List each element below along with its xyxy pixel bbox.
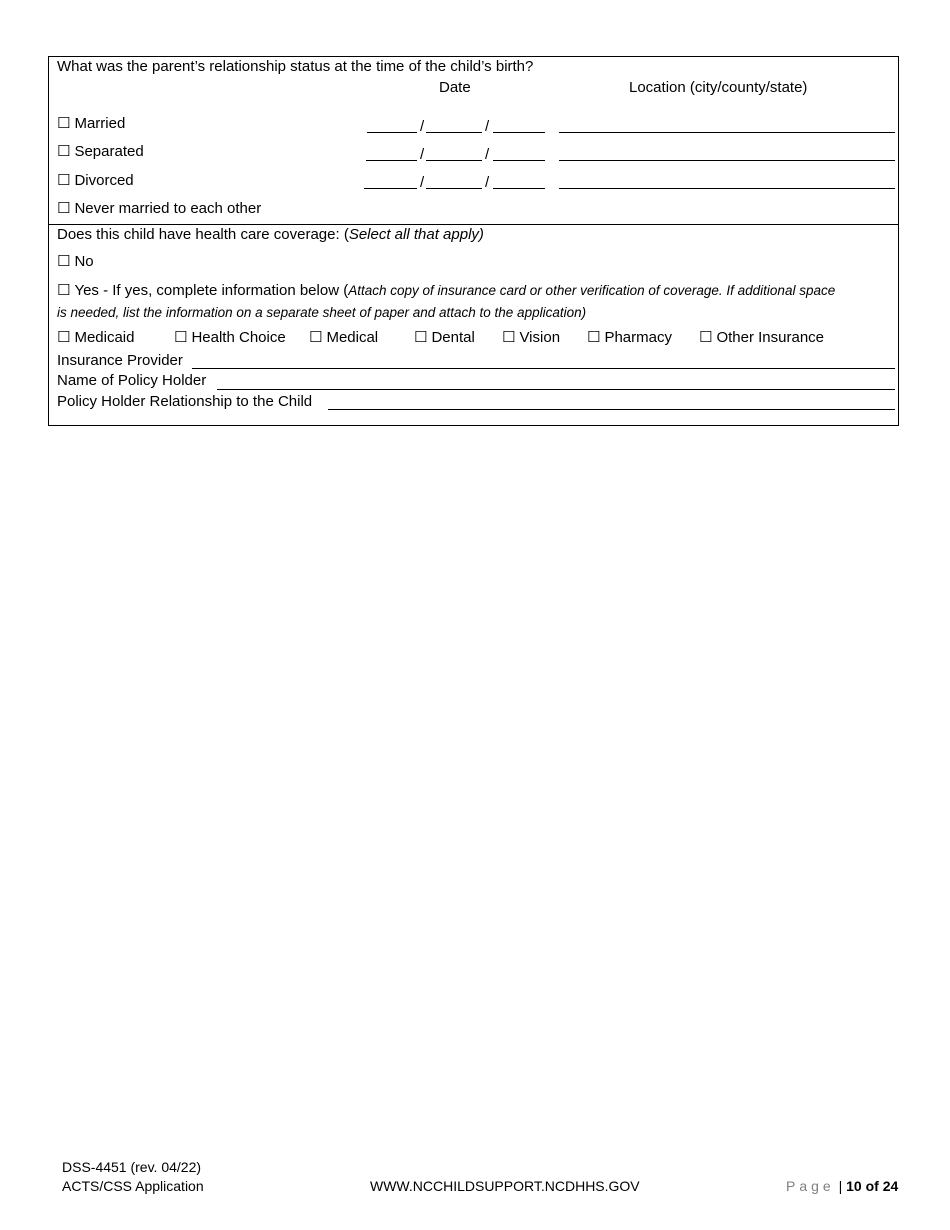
coverage-question [57, 226, 484, 244]
form-section [48, 56, 899, 426]
policy-holder-field[interactable] [217, 389, 895, 390]
dental-checkbox[interactable]: ☐ [414, 329, 428, 346]
never-married-checkbox[interactable]: ☐ [57, 200, 71, 217]
separated-date-slash-2: / [485, 146, 490, 163]
coverage-type-vision[interactable] [502, 329, 560, 347]
married-location-field[interactable] [559, 132, 895, 133]
page-number: 10 of 24 [846, 1178, 899, 1194]
coverage-no-label: No [74, 253, 94, 270]
coverage-no-option[interactable] [57, 253, 94, 271]
pharmacy-label: Pharmacy [604, 329, 672, 346]
coverage-type-medical[interactable] [309, 329, 378, 347]
never-married-option[interactable] [57, 200, 261, 218]
section-divider [49, 224, 898, 225]
separated-location-field[interactable] [559, 160, 895, 161]
separated-day-field[interactable] [426, 160, 482, 161]
separated-year-field[interactable] [493, 160, 545, 161]
coverage-no-checkbox[interactable]: ☐ [57, 253, 71, 270]
date-column-header: Date [439, 79, 471, 96]
page-separator: | [838, 1178, 843, 1194]
coverage-yes-note-continued: is needed, list the information on a separate sheet of paper and attach to the application) [57, 305, 587, 320]
medicaid-checkbox[interactable]: ☐ [57, 329, 71, 346]
separated-month-field[interactable] [366, 160, 417, 161]
married-date-slash-2: / [485, 118, 490, 135]
medicaid-label: Medicaid [74, 329, 135, 346]
divorced-date-slash-1: / [420, 174, 425, 191]
pharmacy-checkbox[interactable]: ☐ [587, 329, 601, 346]
divorced-month-field[interactable] [364, 188, 417, 189]
separated-option[interactable] [57, 143, 144, 161]
coverage-type-dental[interactable] [414, 329, 475, 347]
coverage-type-other-insurance[interactable] [699, 329, 824, 347]
other-insurance-checkbox[interactable]: ☐ [699, 329, 713, 346]
insurance-provider-field[interactable] [192, 368, 895, 369]
divorced-location-field[interactable] [559, 188, 895, 189]
medical-label: Medical [326, 329, 379, 346]
other-insurance-label: Other Insurance [716, 329, 825, 346]
coverage-yes-option[interactable] [57, 282, 835, 300]
divorced-label: Divorced [74, 172, 134, 189]
divorced-checkbox[interactable]: ☐ [57, 172, 71, 189]
dental-label: Dental [431, 329, 475, 346]
form-number: DSS-4451 (rev. 04/22) [62, 1159, 202, 1175]
coverage-yes-checkbox[interactable]: ☐ [57, 282, 71, 299]
relationship-question: What was the parent’s relationship status at the time of the child’s birth? [57, 58, 534, 75]
coverage-type-medicaid[interactable] [57, 329, 134, 347]
married-month-field[interactable] [367, 132, 417, 133]
divorced-date-slash-2: / [485, 174, 490, 191]
married-year-field[interactable] [493, 132, 545, 133]
page-indicator [786, 1177, 898, 1195]
coverage-type-health-choice[interactable] [174, 329, 286, 347]
website-link[interactable]: WWW.NCCHILDSUPPORT.NCDHHS.GOV [370, 1178, 640, 1194]
policy-holder-relationship-field[interactable] [328, 409, 895, 410]
divorced-option[interactable] [57, 172, 134, 190]
policy-holder-relationship-label: Policy Holder Relationship to the Child [57, 393, 313, 410]
page-word: Page [786, 1178, 835, 1194]
coverage-yes-label: Yes - If yes, complete information below ( [74, 282, 349, 299]
married-label: Married [74, 115, 126, 132]
married-option[interactable] [57, 115, 125, 133]
policy-holder-label: Name of Policy Holder [57, 372, 207, 389]
vision-checkbox[interactable]: ☐ [502, 329, 516, 346]
divorced-year-field[interactable] [493, 188, 545, 189]
health-choice-label: Health Choice [191, 329, 286, 346]
coverage-question-text: Does this child have health care coverage: ( [57, 226, 349, 243]
form-name: ACTS/CSS Application [62, 1178, 204, 1194]
coverage-question-hint: Select all that apply) [348, 226, 484, 243]
insurance-provider-label: Insurance Provider [57, 352, 183, 369]
separated-date-slash-1: / [420, 146, 425, 163]
separated-label: Separated [74, 143, 144, 160]
never-married-label: Never married to each other [74, 200, 262, 217]
vision-label: Vision [519, 329, 561, 346]
health-choice-checkbox[interactable]: ☐ [174, 329, 188, 346]
coverage-yes-note: Attach copy of insurance card or other verification of coverage. If additional space [348, 283, 836, 298]
location-column-header: Location (city/county/state) [629, 79, 808, 96]
medical-checkbox[interactable]: ☐ [309, 329, 323, 346]
married-checkbox[interactable]: ☐ [57, 115, 71, 132]
married-day-field[interactable] [426, 132, 482, 133]
separated-checkbox[interactable]: ☐ [57, 143, 71, 160]
divorced-day-field[interactable] [426, 188, 482, 189]
coverage-type-pharmacy[interactable] [587, 329, 672, 347]
married-date-slash-1: / [420, 118, 425, 135]
